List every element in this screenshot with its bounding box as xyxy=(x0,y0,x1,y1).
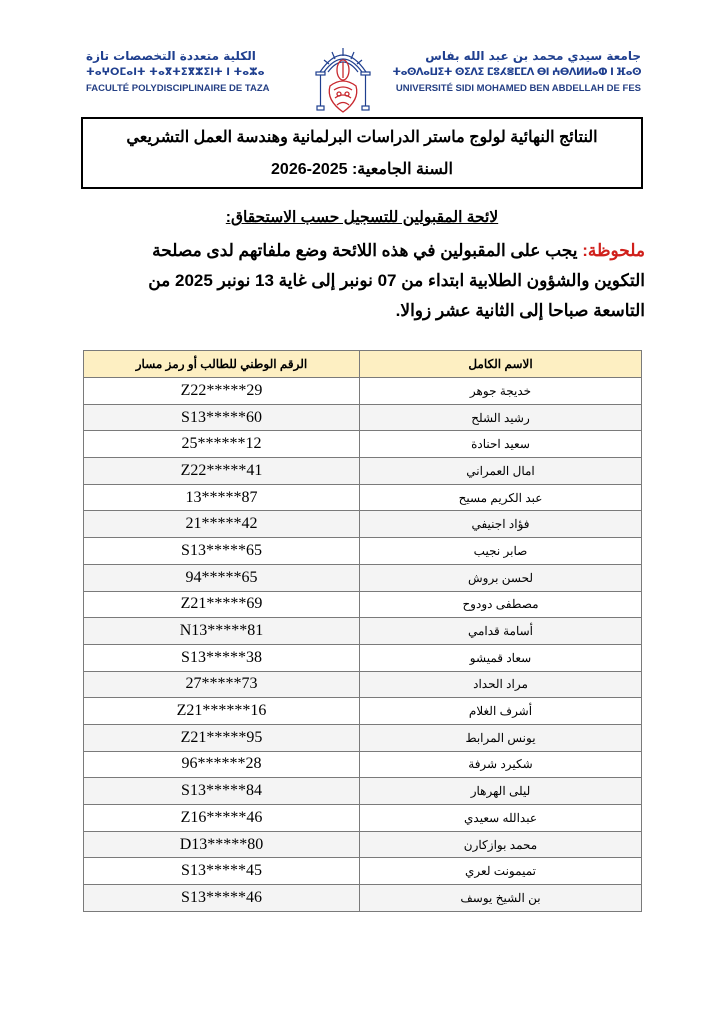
student-name-cell: بن الشيخ يوسف xyxy=(360,885,642,912)
student-name-cell: محمد بوازكارن xyxy=(360,831,642,858)
student-name-cell: يونس المرابط xyxy=(360,724,642,751)
student-name-cell: سعاد قميشو xyxy=(360,644,642,671)
university-name-arabic: جامعة سيدي محمد بن عبد الله بفاس xyxy=(425,49,641,63)
student-name-cell: شكيرد شرفة xyxy=(360,751,642,778)
student-code-cell: 27*****73 xyxy=(84,671,360,698)
student-name-cell: خديجة جوهر xyxy=(360,378,642,405)
title-box xyxy=(81,117,643,189)
academic-year: السنة الجامعية: 2025-2026 xyxy=(271,161,453,178)
student-code-cell: D13*****80 xyxy=(84,831,360,858)
university-header xyxy=(391,48,641,97)
faculty-name-french: FACULTÉ POLYDISCIPLINAIRE DE TAZA xyxy=(86,83,270,94)
student-name-cell: امال العمراني xyxy=(360,458,642,485)
student-code-cell: S13*****60 xyxy=(84,404,360,431)
faculty-name-arabic: الكلية متعددة التخصصات تازة xyxy=(86,49,256,63)
table-row xyxy=(84,724,642,751)
student-name-cell: أشرف الغلام xyxy=(360,698,642,725)
table-row xyxy=(84,511,642,538)
note-text: يجب على المقبولين في هذه اللائحة وضع ملفاتهم لدى مصلحة التكوين والشؤون الطلابية ابتداء من 07 نونبر إلى غاية 13 نونبر 2025 من التاسعة صباحا إلى الثانية عشر زوالا. xyxy=(148,241,645,320)
table-row xyxy=(84,858,642,885)
table-row xyxy=(84,885,642,912)
student-code-cell: 94*****65 xyxy=(84,564,360,591)
student-code-cell: 96******28 xyxy=(84,751,360,778)
table-row xyxy=(84,618,642,645)
note-paragraph xyxy=(100,236,645,326)
table-row xyxy=(84,484,642,511)
student-name-cell: فؤاد اجنيفي xyxy=(360,511,642,538)
table-row xyxy=(84,698,642,725)
table-row xyxy=(84,751,642,778)
table-body xyxy=(84,378,642,912)
table-row xyxy=(84,671,642,698)
student-code-cell: Z21*****69 xyxy=(84,591,360,618)
table-header-row xyxy=(84,351,642,378)
student-name-cell: أسامة قدامي xyxy=(360,618,642,645)
column-header-code: الرقم الوطني للطالب أو رمز مسار xyxy=(84,351,360,378)
student-name-cell: عبد الكريم مسيح xyxy=(360,484,642,511)
student-code-cell: Z21*****95 xyxy=(84,724,360,751)
student-code-cell: N13*****81 xyxy=(84,618,360,645)
student-code-cell: S13*****46 xyxy=(84,885,360,912)
faculty-header xyxy=(86,48,308,97)
student-code-cell: Z16*****46 xyxy=(84,805,360,832)
university-emblem-icon xyxy=(312,42,374,114)
student-code-cell: Z22*****41 xyxy=(84,458,360,485)
student-name-cell: سعيد احنادة xyxy=(360,431,642,458)
page-title: النتائج النهائية لولوج ماستر الدراسات البرلمانية وهندسة العمل التشريعي xyxy=(126,129,598,146)
university-name-tifinagh: ⵜⴰⵙⴷⴰⵡⵉⵜ ⵙⵉⴷⵉ ⵎⵓⵃⴻⵎⵎⴷ ⴱⵏ ⵄⴱⴷⵍⵍⴰⵀ ⵏ ⴼⴰⵙ xyxy=(392,67,641,78)
student-code-cell: 25******12 xyxy=(84,431,360,458)
student-code-cell: S13*****38 xyxy=(84,644,360,671)
list-heading xyxy=(80,206,644,230)
admitted-students-table xyxy=(83,350,642,912)
student-code-cell: 13*****87 xyxy=(84,484,360,511)
student-name-cell: ليلى الهرهار xyxy=(360,778,642,805)
student-code-cell: Z22*****29 xyxy=(84,378,360,405)
table-row xyxy=(84,831,642,858)
table-row xyxy=(84,538,642,565)
student-name-cell: لحسن بروش xyxy=(360,564,642,591)
table-row xyxy=(84,458,642,485)
student-code-cell: S13*****65 xyxy=(84,538,360,565)
university-name-french: UNIVERSITÉ SIDI MOHAMED BEN ABDELLAH DE FES xyxy=(395,83,641,94)
table-row xyxy=(84,378,642,405)
letterhead xyxy=(86,42,641,112)
table-row xyxy=(84,805,642,832)
student-name-cell: رشيد الشلح xyxy=(360,404,642,431)
table-row xyxy=(84,591,642,618)
column-header-name: الاسم الكامل xyxy=(360,351,642,378)
table-row xyxy=(84,778,642,805)
note-label: ملحوظة: xyxy=(582,241,645,260)
student-name-cell: عبدالله سعيدي xyxy=(360,805,642,832)
table-row xyxy=(84,564,642,591)
table-row xyxy=(84,644,642,671)
student-name-cell: صابر نجيب xyxy=(360,538,642,565)
student-name-cell: مصطفى دودوح xyxy=(360,591,642,618)
table-row xyxy=(84,431,642,458)
student-name-cell: مراد الحداد xyxy=(360,671,642,698)
student-code-cell: Z21******16 xyxy=(84,698,360,725)
student-code-cell: S13*****84 xyxy=(84,778,360,805)
student-code-cell: 21*****42 xyxy=(84,511,360,538)
student-code-cell: S13*****45 xyxy=(84,858,360,885)
table-row xyxy=(84,404,642,431)
faculty-name-tifinagh: ⵜⴰⵖⵔⵎⴰⵏⵜ ⵜⴰⴳⵜⵉⴳⵣⵉⵏⵜ ⵏ ⵜⴰⵣⴰ xyxy=(86,67,265,78)
list-heading-text: لائحة المقبولين للتسجيل حسب الاستحقاق: xyxy=(225,209,499,226)
student-name-cell: تميمونت لعري xyxy=(360,858,642,885)
